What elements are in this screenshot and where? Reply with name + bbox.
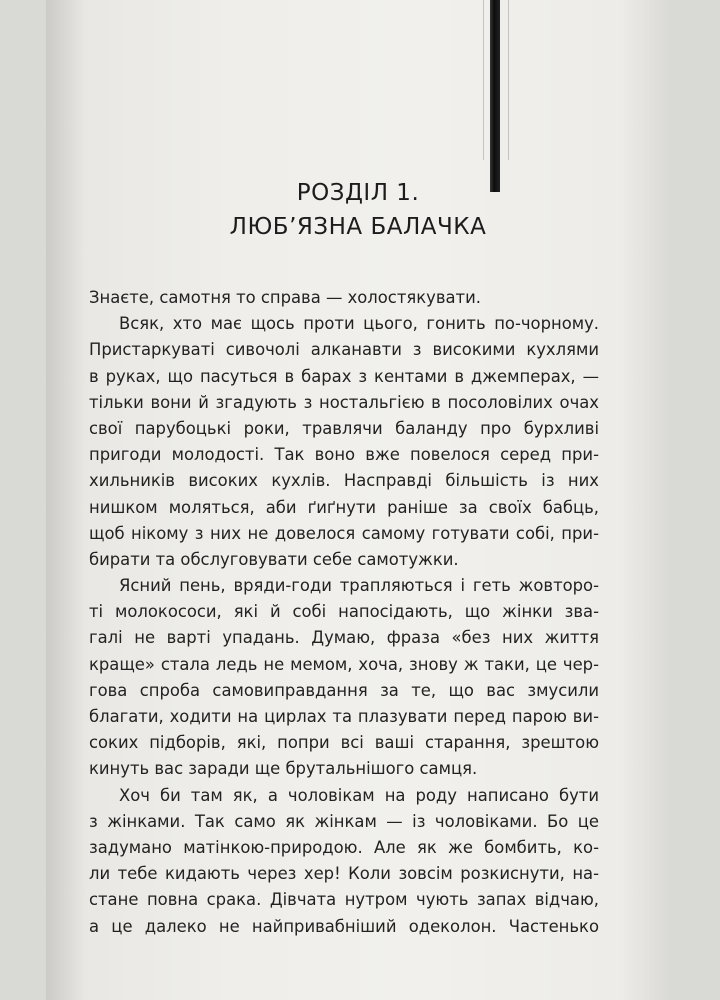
text-line: пригоди молодості. Так воно вже повелося серед при-: [89, 445, 599, 465]
text-line: благати, ходити на цирлах та плазувати перед парою ви-: [89, 707, 599, 726]
text-line: задумано матінкою-природою. Але як же бомбить, ко-: [89, 837, 599, 857]
bookmark-ribbon: [490, 0, 500, 192]
text-line: Всяк, хто має щось проти цього, гонить по-чорному.: [119, 314, 599, 334]
text-line: ті молокососи, які й собі напосідають, що жінки зва-: [89, 602, 599, 622]
text-line: стане повна срака. Дівчата нутром чують запах відчаю,: [89, 890, 599, 910]
chapter-heading: [46, 176, 670, 244]
text-line: свої парубоцькі роки, травлячи баланду про бурхливі: [89, 418, 599, 438]
text-line: краще» стала ледь не мемом, хоча, знову ж таки, це чер-: [89, 654, 599, 674]
text-line: нишком моляться, аби ґиґнути раніше за своїх бабць,: [89, 497, 599, 517]
text-line: ли тебе кидають через хер! Коли зовсім розкиснути, на-: [89, 864, 599, 884]
text-line: галі не варті упадань. Думаю, фраза «без них життя: [89, 628, 599, 648]
text-line: гова спроба самовиправдання за те, що вас змусили: [89, 680, 599, 700]
text-line: Хоч би там як, а чоловікам на роду написано бути: [119, 785, 599, 805]
text-line: в руках, що пасуться в барах з кентами в джемперах, —: [89, 366, 599, 386]
text-line: щоб нікому з них не довелося самому готувати собі, при-: [89, 523, 599, 543]
chapter-number: РОЗДІЛ 1.: [296, 180, 420, 206]
text-line: Ясний пень, вряди-годи трапляються і геть жовторо-: [119, 576, 599, 596]
text-line: з жінками. Так само як жінкам — із чоловіками. Бо це: [89, 811, 599, 831]
text-line: соких підборів, які, попри всі ваші старання, зрештою: [89, 733, 599, 753]
text-line: бирати та обслуговувати себе самотужки.: [89, 549, 459, 569]
chapter-title: ЛЮБ’ЯЗНА БАЛАЧКА: [229, 214, 487, 240]
page-gutter-shadow: [46, 0, 86, 1000]
text-line: хильників високих кухлів. Насправді більшість із них: [89, 471, 599, 491]
text-line: кинуть вас заради ще брутальнішого самця.: [89, 759, 478, 779]
body-text: [89, 285, 599, 940]
text-line: а це далеко не найпривабніший одеколон. Частенько: [89, 916, 599, 936]
text-line: тільки вони й згадують з ностальгією в посоловілих очах: [89, 392, 599, 412]
text-line: Пристаркуваті сивочолі алканавти з високими кухлями: [89, 340, 599, 360]
text-line: Знаєте, самотня то справа — холостякувати.: [89, 288, 481, 307]
page-edge-shadow: [621, 0, 670, 1000]
